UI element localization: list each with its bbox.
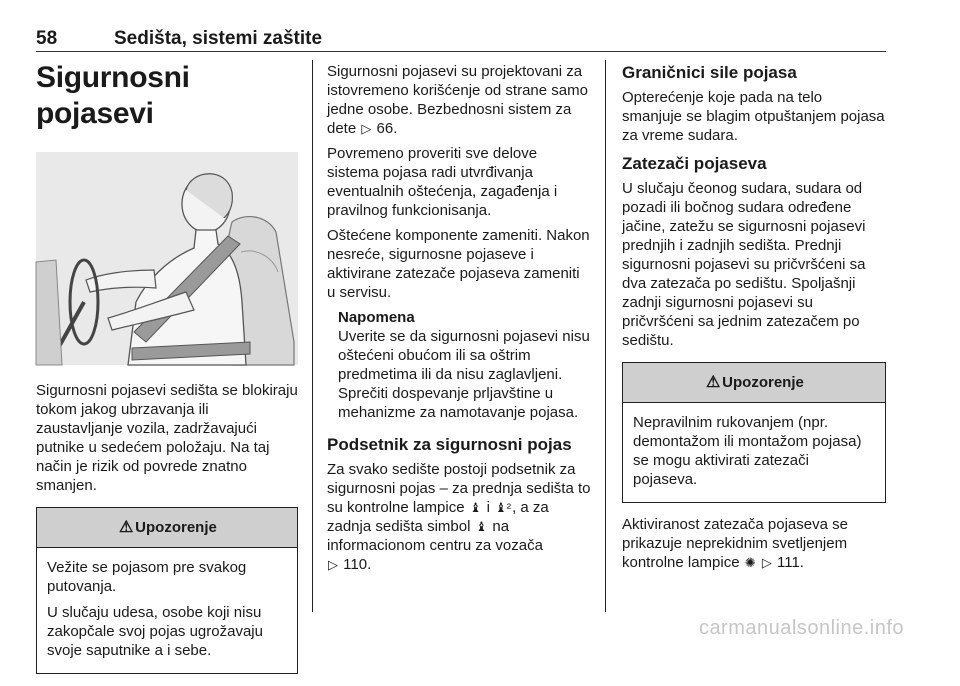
- subsection-title: Graničnici sile pojasa: [622, 63, 797, 82]
- paragraph: Povremeno proveriti sve delove sistema pojasa radi utvrđivanja eventualnih oštećenja, zagađenja i pravilnog funkcionisanja.: [327, 145, 558, 219]
- airbag-lamp-icon: ✺: [744, 555, 756, 570]
- column-divider: [312, 60, 313, 612]
- page-number: 58: [36, 28, 58, 49]
- paragraph-text: .: [367, 556, 372, 573]
- page-header: [36, 28, 886, 52]
- paragraph-text: Za svako sedište postoji podsetnik za sigurnosni pojas – za prednja sedišta to su kontrolne lampice: [327, 461, 591, 516]
- note-title: Napomena: [338, 309, 415, 326]
- warning-header: [37, 508, 297, 548]
- page-reference[interactable]: 111: [776, 554, 800, 571]
- seatbelt-lamp-2-icon: ♝²: [495, 500, 512, 515]
- warning-body: [37, 548, 297, 673]
- seatbelt-figure-icon: [36, 152, 298, 365]
- page-reference[interactable]: 110: [343, 556, 368, 573]
- paragraph-text: .: [799, 554, 804, 571]
- subsection-title: Zatezači pojaseva: [622, 154, 767, 173]
- paragraph-text: .: [393, 120, 398, 137]
- column-left: [36, 60, 298, 686]
- paragraph: [622, 515, 886, 572]
- section-title: Sedišta, sistemi zaštite: [114, 28, 323, 49]
- paragraph: U slučaju čeonog sudara, sudara od pozadi ili bočnog sudara određene jačine, zatežu se sigurnosni pojasevi prednjih i zadnjih sedišta. Prednji sigurnosni pojasevi su pričvršćeni sa dva zatezača po sedištu. Spoljašnji zadnji sigurnosni pojasevi su pričvršćeni sa jednim zatezačem po sedištu.: [622, 180, 866, 349]
- paragraph-text: Aktiviranost zatezača pojaseva se prikazuje neprekidnim svetljenjem kontrolne lampice: [622, 516, 848, 571]
- column-middle: [327, 62, 591, 580]
- intro-paragraph: Sigurnosni pojasevi sedišta se blokiraju tokom jakog ubrzavanja ili zaustavljanje vozila, zadržavajući putnike u sedećem položaju. Na taj način je rizik od povrede znatno smanjen.: [36, 382, 298, 494]
- warning-box: [622, 362, 886, 503]
- seatbelt-symbol-icon: ♝: [475, 519, 488, 534]
- paragraph-text: , a za zadnja sedišta simbol: [327, 499, 549, 535]
- watermark: carmanualsonline.info: [698, 617, 904, 639]
- paragraph: Oštećene komponente zameniti. Nakon nesreće, sigurnosne pojaseve i aktivirane zatezače pojaseva zameniti u servisu.: [327, 227, 590, 301]
- page-title: Sigurnosni pojasevi: [36, 61, 190, 130]
- warning-header: [623, 363, 885, 403]
- warning-text: Nepravilnim rukovanjem (npr. demontažom ili montažom pojasa) se mogu aktivirati zatezači pojaseva.: [633, 414, 862, 488]
- reference-arrow-icon: ▷: [328, 557, 338, 572]
- column-right: [622, 62, 886, 578]
- paragraph-text: na informacionom centru za vozača: [327, 518, 543, 554]
- driver-seatbelt-illustration: [36, 152, 298, 365]
- paragraph: [327, 460, 591, 574]
- warning-title: Upozorenje: [722, 374, 804, 391]
- note-box: [327, 308, 591, 422]
- page-reference[interactable]: 66: [376, 120, 394, 137]
- reference-arrow-icon: ▷: [361, 121, 372, 136]
- warning-triangle-icon: ⚠: [118, 519, 134, 536]
- subsection-title: Podsetnik za sigurnosni pojas: [327, 435, 572, 454]
- warning-body: [623, 403, 885, 502]
- warning-text: U slučaju udesa, osobe koji nisu zakopčale svoj pojas ugrožavaju svoje saputnike a i sebe.: [47, 604, 263, 659]
- note-text: Uverite se da sigurnosni pojasevi nisu oštećeni obućom ili sa oštrim predmetima ili da nisu zaglavljeni. Sprečiti dospevanje prljavštine u mehanizme za namotavanje pojasa.: [338, 328, 590, 421]
- seatbelt-lamp-icon: ♝: [469, 500, 482, 515]
- paragraph-text: Sigurnosni pojasevi su projektovani za istovremeno korišćenje od strane samo jedne osobe. Bezbednosni sistem za dete: [327, 63, 588, 137]
- paragraph: [327, 62, 591, 138]
- warning-text: Vežite se pojasom pre svakog putovanja.: [47, 559, 247, 595]
- paragraph: Opterećenje koje pada na telo smanjuje se blagim otpuštanjem pojasa za vreme sudara.: [622, 89, 885, 144]
- column-divider: [605, 60, 606, 612]
- warning-title: Upozorenje: [135, 519, 217, 536]
- warning-triangle-icon: ⚠: [705, 374, 721, 391]
- warning-box: [36, 507, 298, 674]
- paragraph-text: i: [482, 499, 495, 516]
- reference-arrow-icon: ▷: [761, 555, 772, 570]
